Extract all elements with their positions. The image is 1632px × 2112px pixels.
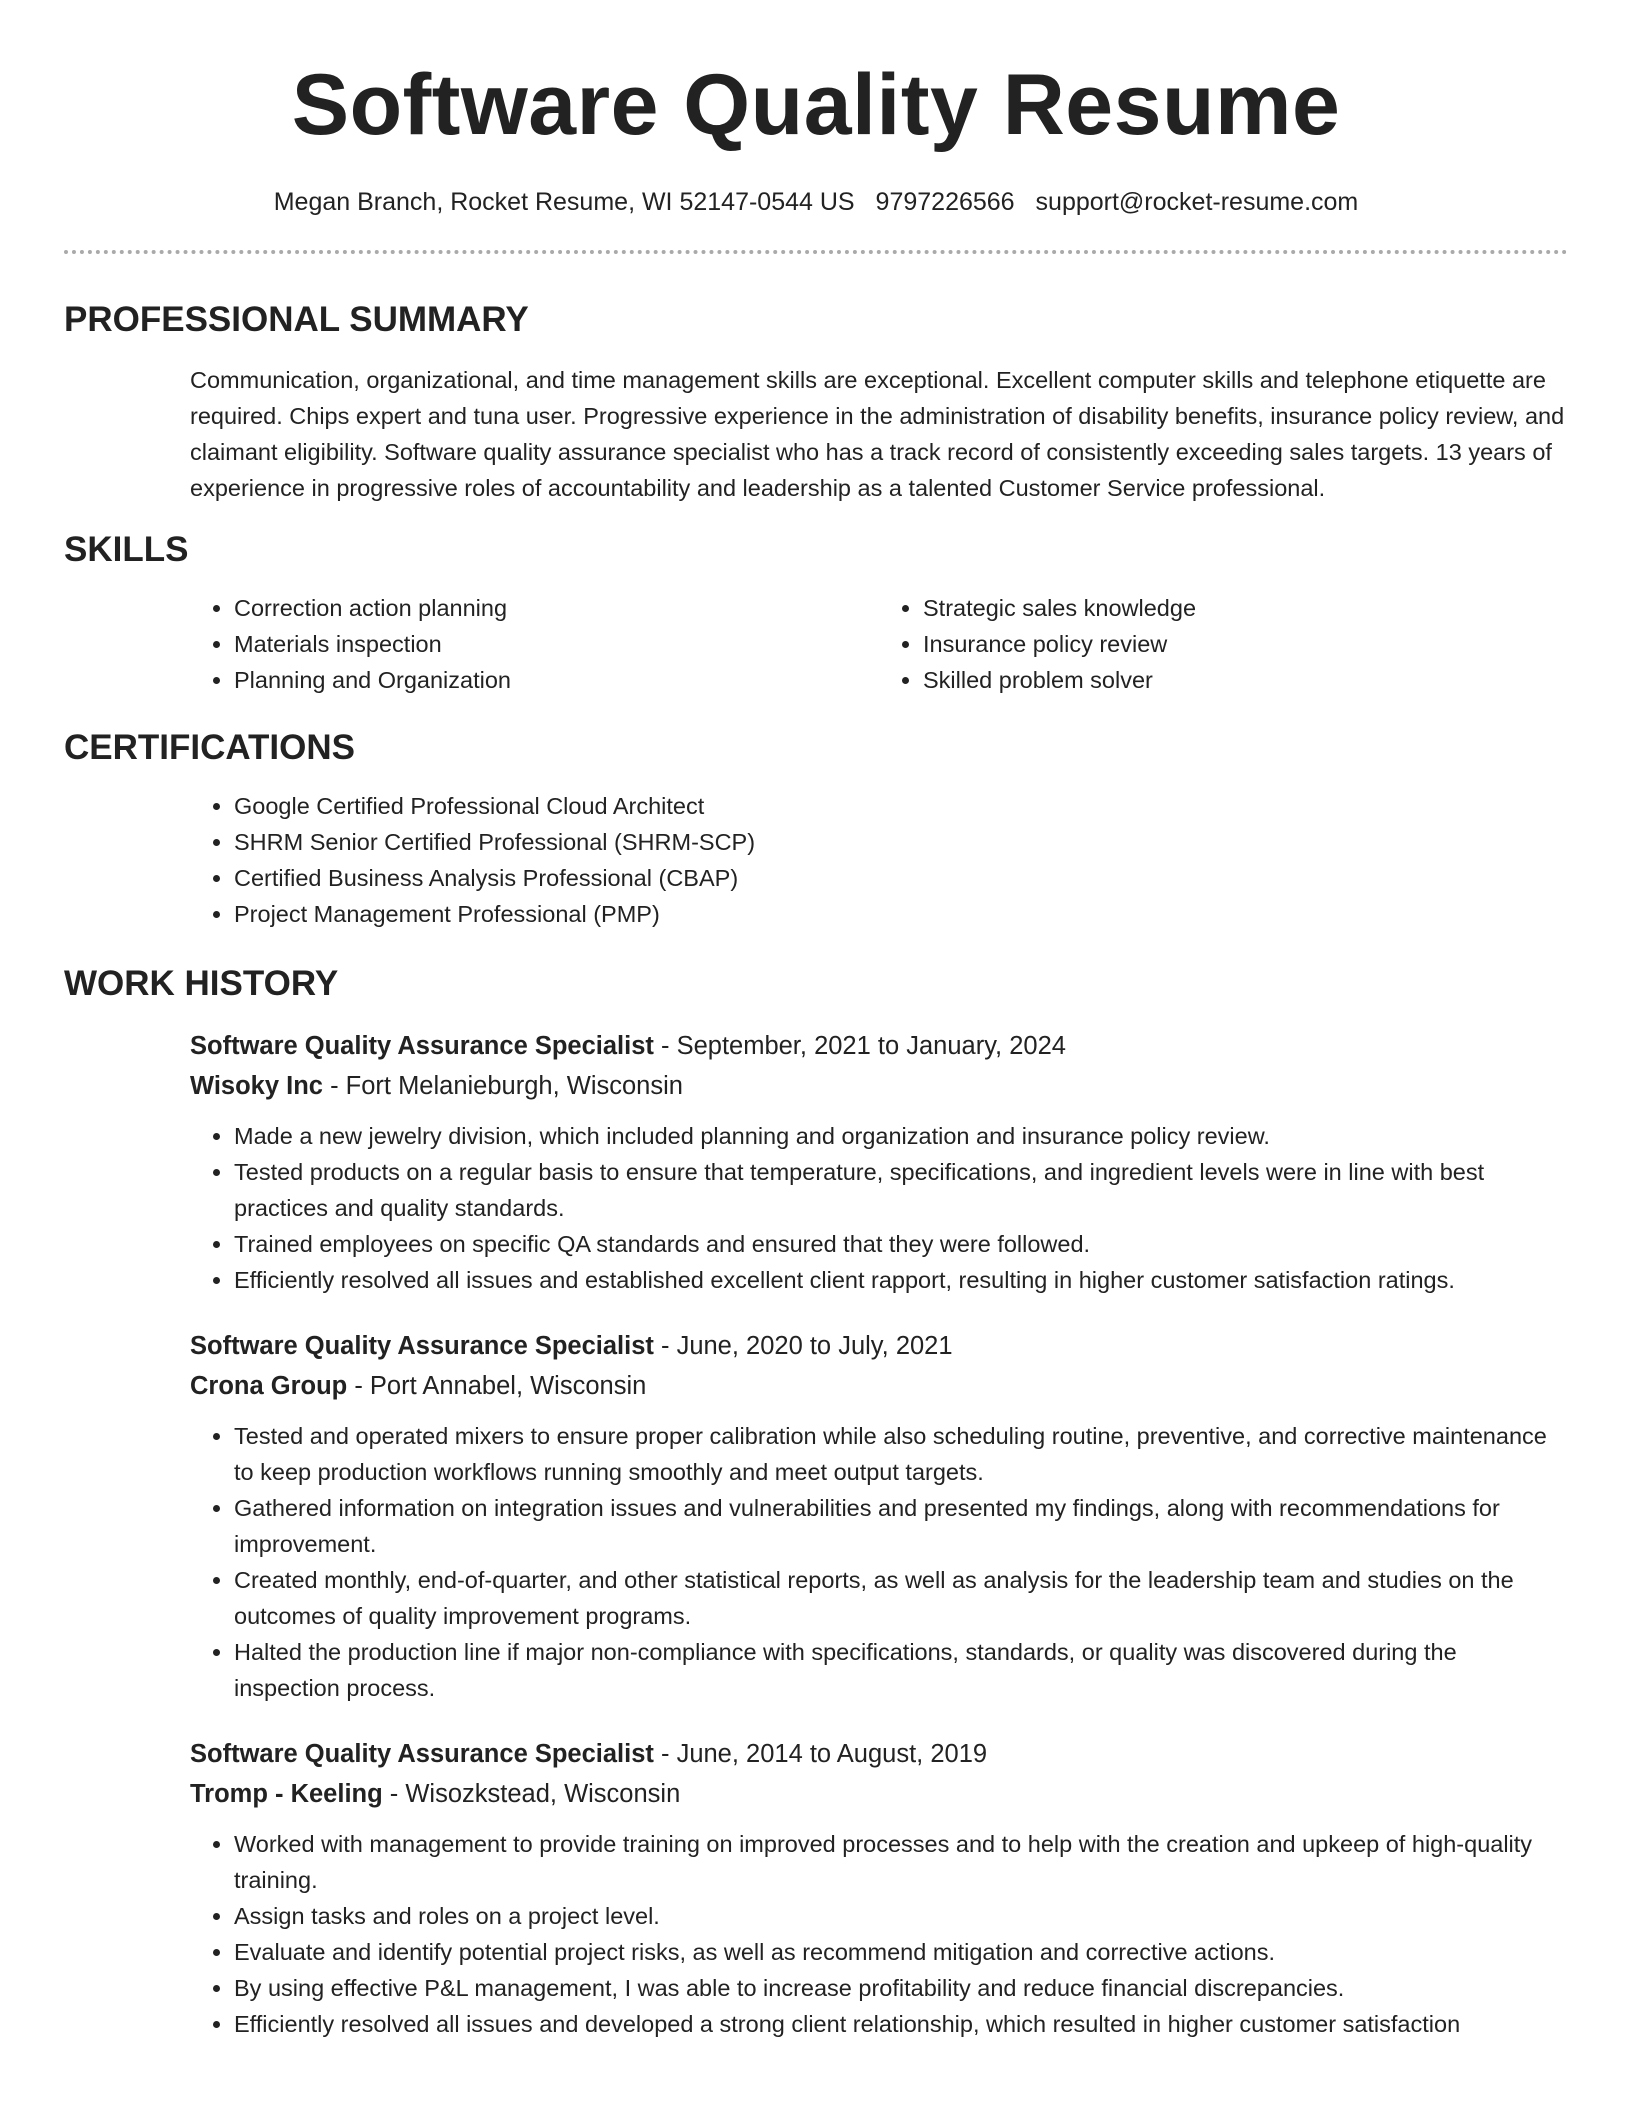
job-bullet: • Assign tasks and roles on a project level. [234,1898,1568,1934]
certification-item: • Google Certified Professional Cloud Architect [234,788,1568,824]
job-dates: - June, 2020 to July, 2021 [653,1332,953,1360]
certification-item: • SHRM Senior Certified Professional (SHRM-SCP) [234,824,1568,860]
resume-header [64,0,1568,254]
job-entry [190,1326,1568,1706]
certification-item: • Certified Business Analysis Professional (CBAP) [234,860,1568,896]
skill-item: • Insurance policy review [923,626,1568,662]
job-bullet: • Efficiently resolved all issues and developed a strong client relationship, which resulted in higher customer satisfaction [234,2006,1568,2042]
job-role-line [190,1026,1568,1066]
job-location: - Wisozkstead, Wisconsin [382,1780,681,1808]
job-bullet: • Efficiently resolved all issues and established excellent client rapport, resulting in higher customer satisfaction ratings. [234,1262,1568,1298]
job-company: Crona Group [190,1372,348,1400]
work-history-heading: WORK HISTORY [64,964,339,1003]
resume-title: Software Quality Resume [291,57,1341,153]
job-role: Software Quality Assurance Specialist [190,1740,654,1768]
job-company: Tromp - Keeling [190,1780,383,1808]
skill-item: • Correction action planning [234,590,879,626]
job-role: Software Quality Assurance Specialist [190,1332,654,1360]
job-dates: - September, 2021 to January, 2024 [653,1032,1066,1060]
job-bullet: • Tested products on a regular basis to ensure that temperature, specifications, and ingredient levels were in line with best practices and quality standards. [234,1154,1568,1226]
skill-item: • Strategic sales knowledge [923,590,1568,626]
job-company-line [190,1066,1568,1106]
certifications-heading: CERTIFICATIONS [64,728,356,767]
job-bullets [190,1118,1568,1298]
skill-item: • Planning and Organization [234,662,879,698]
job-bullet: • Evaluate and identify potential project risks, as well as recommend mitigation and corrective actions. [234,1934,1568,1970]
job-bullet: • Tested and operated mixers to ensure proper calibration while also scheduling routine, preventive, and corrective maintenance to keep production workflows running smoothly and meet output targets. [234,1418,1568,1490]
job-bullet: • Halted the production line if major non-compliance with specifications, standards, or quality was discovered during the inspection process. [234,1634,1568,1706]
skills-heading: SKILLS [64,530,189,569]
skills-column-left [190,590,879,698]
job-entry [190,1026,1568,1298]
job-bullet: • Worked with management to provide training on improved processes and to help with the creation and upkeep of high-quality training. [234,1826,1568,1898]
job-bullet: • By using effective P&L management, I was able to increase profitability and reduce financial discrepancies. [234,1970,1568,2006]
skill-item: • Materials inspection [234,626,879,662]
job-role: Software Quality Assurance Specialist [190,1032,654,1060]
job-location: - Fort Melanieburgh, Wisconsin [322,1072,683,1100]
header-divider [64,250,1568,254]
skills-grid [190,590,1568,698]
job-role-line [190,1326,1568,1366]
contact-line [64,186,1568,218]
certification-item: • Project Management Professional (PMP) [234,896,1568,932]
job-bullet: • Trained employees on specific QA standards and ensured that they were followed. [234,1226,1568,1262]
job-bullets [190,1418,1568,1706]
job-bullet: • Made a new jewelry division, which included planning and organization and insurance policy review. [234,1118,1568,1154]
contact-email: support@rocket-resume.com [1035,188,1359,216]
contact-phone: 9797226566 [875,188,1015,216]
job-location: - Port Annabel, Wisconsin [347,1372,647,1400]
skills-column-right [879,590,1568,698]
job-bullets [190,1826,1568,2042]
job-dates: - June, 2014 to August, 2019 [653,1740,988,1768]
job-company-line [190,1366,1568,1406]
job-entry [190,1734,1568,2042]
job-bullet: • Gathered information on integration issues and vulnerabilities and presented my findings, along with recommendations for improvement. [234,1490,1568,1562]
job-bullet: • Created monthly, end-of-quarter, and other statistical reports, as well as analysis for the leadership team and studies on the outcomes of quality improvement programs. [234,1562,1568,1634]
job-role-line [190,1734,1568,1774]
certifications-list [190,788,1568,932]
contact-address: Megan Branch, Rocket Resume, WI 52147-0544 US [273,188,855,216]
summary-text: Communication, organizational, and time management skills are exceptional. Excellent computer skills and telephone etiquette are required. Chips expert and tuna user. Progressive experience in the administration of disability benefits, insurance policy review, and claimant eligibility. Software quality assurance specialist who has a track record of consistently exceeding sales targets. 13 years of experience in progressive roles of accountability and leadership as a talented Customer Service professional. [190,367,1565,501]
summary-heading: PROFESSIONAL SUMMARY [64,300,529,339]
skill-item: • Skilled problem solver [923,662,1568,698]
job-company: Wisoky Inc [190,1072,323,1100]
job-company-line [190,1774,1568,1814]
